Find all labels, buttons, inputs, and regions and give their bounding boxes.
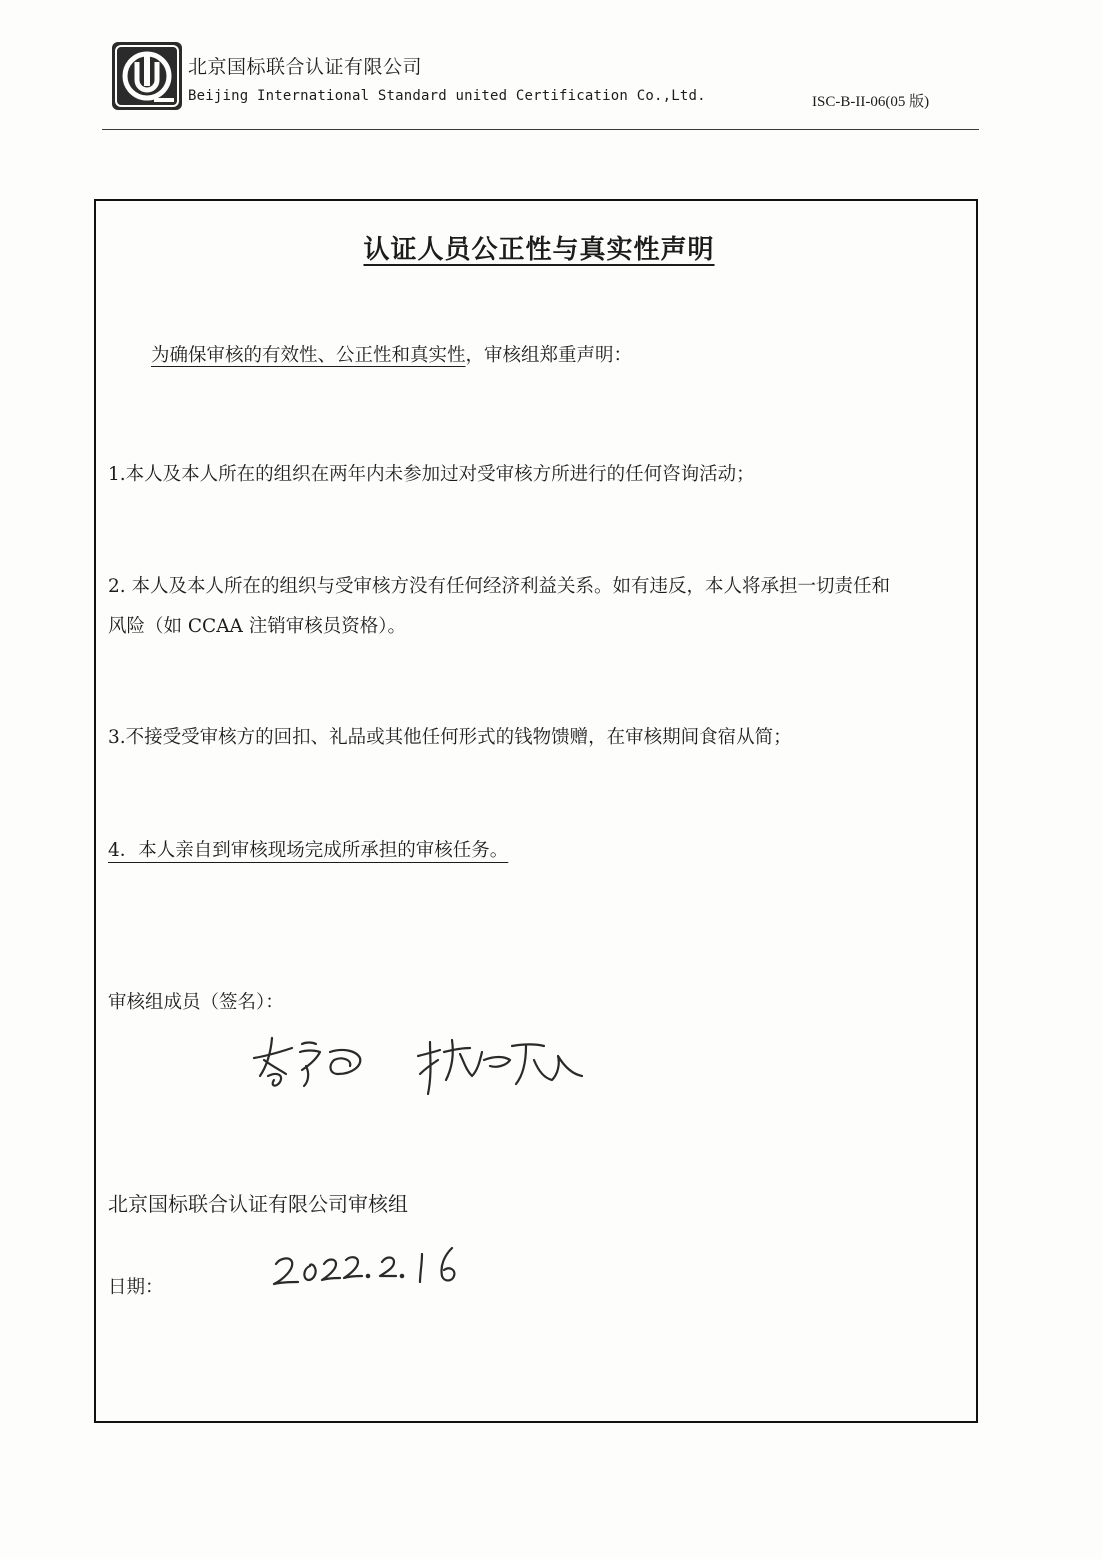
intro-rest-text: ，审核组郑重声明： (465, 345, 633, 366)
company-name-cn: 北京国标联合认证有限公司 (188, 56, 423, 78)
header-divider (102, 129, 979, 130)
date-label: 日期： (108, 1277, 164, 1298)
members-signature-label: 审核组成员（签名）： (108, 992, 284, 1013)
declaration-frame (94, 199, 978, 1423)
document-title (0, 229, 1078, 266)
certification-logo-icon (110, 40, 184, 112)
intro-paragraph (151, 341, 632, 367)
intro-underlined-text: 为确保审核的有效性、公正性和真实性 (151, 345, 466, 366)
declaration-item-3: 3.不接受受审核方的回扣、礼品或其他任何形式的钱物馈赠，在审核期间食宿从简； (108, 727, 792, 748)
handwritten-date (270, 1242, 466, 1292)
company-name-en: Beijing International Standard united Certification Co.,Ltd. (188, 88, 706, 104)
declaration-item-4: 4．本人亲自到审核现场完成所承担的审核任务。 (108, 840, 509, 861)
declaration-item-2-line-1: 2. 本人及本人所在的组织与受审核方没有任何经济利益关系。如有违反，本人将承担一切责任和 (108, 576, 891, 597)
document-code: ISC-B-II-06(05 版) (812, 94, 930, 110)
signature-1 (246, 1030, 376, 1090)
signature-2 (412, 1030, 588, 1102)
declaration-item-2-line-2: 风险（如 CCAA 注销审核员资格）。 (108, 616, 407, 637)
declaration-item-1: 1.本人及本人所在的组织在两年内未参加过对受审核方所进行的任何咨询活动； (108, 464, 755, 485)
organization-audit-team: 北京国标联合认证有限公司审核组 (108, 1192, 408, 1216)
document-title-text: 认证人员公正性与真实性声明 (363, 235, 715, 265)
